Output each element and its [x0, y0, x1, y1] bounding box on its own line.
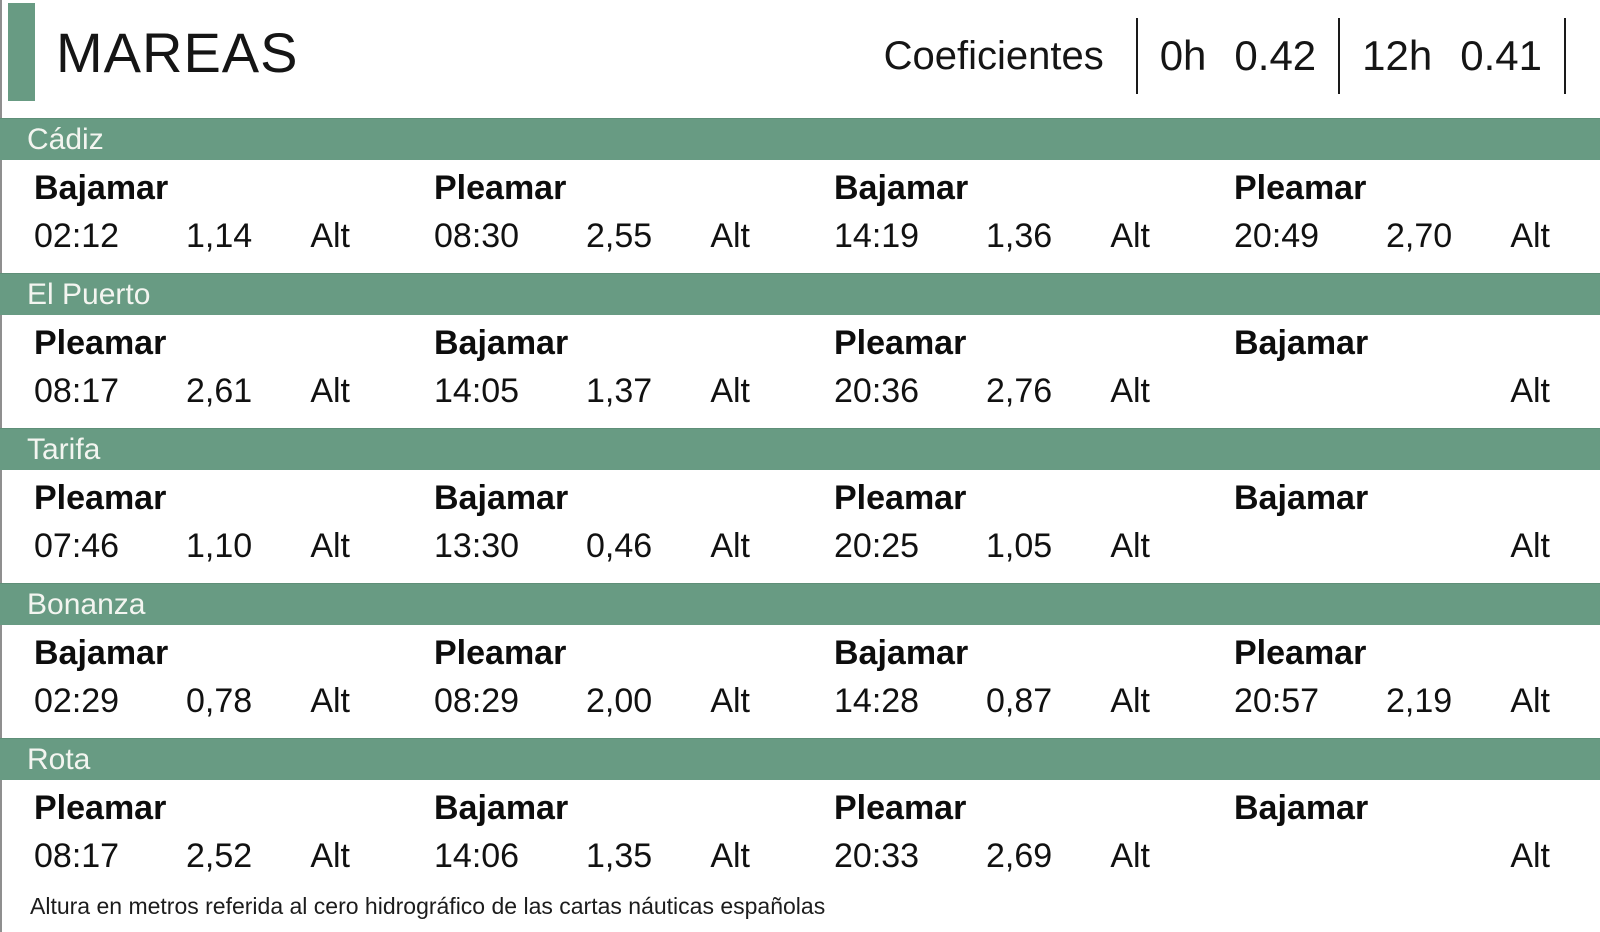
location-section-tarifa	[0, 428, 1600, 577]
tide-type-label: Bajamar	[434, 324, 569, 362]
tide-height: 1,10	[186, 526, 253, 565]
alt-label: Alt	[310, 681, 350, 720]
tide-row	[0, 160, 1600, 267]
tide-time: 07:46	[34, 526, 120, 565]
tide-values	[1234, 836, 1550, 877]
tide-height: 2,19	[1386, 681, 1453, 720]
tide-row	[0, 315, 1600, 422]
tide-height: 1,37	[586, 371, 653, 410]
tide-values	[434, 836, 750, 877]
tide-time: 13:30	[434, 526, 520, 565]
tide-height: 1,35	[586, 836, 653, 875]
coefficients-label: Coeficientes	[883, 33, 1104, 78]
coefficients-panel	[884, 0, 1600, 112]
location-header	[0, 428, 1600, 470]
header	[0, 0, 1600, 112]
tide-values	[434, 681, 750, 722]
tide-type-label: Pleamar	[434, 634, 567, 672]
tide-cell	[1200, 780, 1600, 887]
location-name: Rota	[27, 742, 91, 776]
tide-type-label: Bajamar	[434, 789, 569, 827]
tide-cell	[400, 160, 800, 267]
tide-values	[834, 836, 1150, 877]
tide-cell	[800, 780, 1200, 887]
tide-cell	[400, 780, 800, 887]
tide-height: 1,05	[986, 526, 1053, 565]
tide-height: 1,36	[986, 216, 1053, 255]
tide-values	[1234, 681, 1550, 722]
footnote: Altura en metros referida al cero hidrográfico de las cartas náuticas españolas	[30, 893, 826, 919]
tide-time: 20:33	[834, 836, 920, 875]
tide-time: 14:28	[834, 681, 920, 720]
tide-values	[34, 371, 350, 412]
alt-label: Alt	[710, 526, 750, 565]
tide-values	[434, 371, 750, 412]
tide-row	[0, 470, 1600, 577]
tide-cell	[800, 315, 1200, 422]
coefficient-hour: 0h	[1159, 32, 1207, 79]
tide-cell	[800, 470, 1200, 577]
location-header	[0, 583, 1600, 625]
tide-cell	[400, 470, 800, 577]
tide-values	[34, 681, 350, 722]
alt-label: Alt	[1510, 681, 1550, 720]
coefficient-value: 0.41	[1460, 32, 1542, 79]
tide-values	[1234, 526, 1550, 567]
tide-values	[34, 526, 350, 567]
tide-cell	[0, 625, 400, 732]
tide-time: 08:29	[434, 681, 520, 720]
alt-label: Alt	[1510, 836, 1550, 875]
tide-time: 08:17	[34, 836, 120, 875]
tide-time: 20:49	[1234, 216, 1320, 255]
tide-cell	[800, 625, 1200, 732]
alt-label: Alt	[710, 681, 750, 720]
tide-values	[34, 836, 350, 877]
tide-time: 14:19	[834, 216, 920, 255]
alt-label: Alt	[710, 371, 750, 410]
divider-line	[1564, 18, 1566, 94]
tide-type-label: Bajamar	[1234, 324, 1369, 362]
tide-time: 08:17	[34, 371, 120, 410]
alt-label: Alt	[1110, 526, 1150, 565]
tide-values	[1234, 371, 1550, 412]
alt-label: Alt	[1110, 371, 1150, 410]
tide-time: 20:36	[834, 371, 920, 410]
alt-label: Alt	[1110, 216, 1150, 255]
alt-label: Alt	[310, 371, 350, 410]
tide-type-label: Pleamar	[834, 479, 967, 517]
coefficient-12h	[1340, 32, 1564, 80]
tide-cell	[1200, 625, 1600, 732]
tide-time: 14:06	[434, 836, 520, 875]
tide-height: 2,70	[1386, 216, 1453, 255]
tide-type-label: Pleamar	[1234, 634, 1367, 672]
tide-cell	[400, 315, 800, 422]
tide-height: 0,87	[986, 681, 1053, 720]
location-header	[0, 118, 1600, 160]
tide-type-label: Bajamar	[834, 634, 969, 672]
tide-height: 1,14	[186, 216, 253, 255]
alt-label: Alt	[310, 216, 350, 255]
location-header	[0, 273, 1600, 315]
accent-block	[8, 3, 35, 101]
tide-values	[834, 681, 1150, 722]
alt-label: Alt	[1110, 681, 1150, 720]
location-section-bonanza	[0, 583, 1600, 732]
tide-height: 2,52	[186, 836, 253, 875]
tide-cell	[1200, 315, 1600, 422]
tide-cell	[1200, 160, 1600, 267]
tide-type-label: Pleamar	[34, 479, 167, 517]
tide-values	[834, 526, 1150, 567]
tide-type-label: Bajamar	[34, 634, 169, 672]
location-section-rota	[0, 738, 1600, 887]
tide-row	[0, 780, 1600, 887]
tide-type-label: Pleamar	[834, 324, 967, 362]
location-name: El Puerto	[27, 277, 151, 311]
tide-cell	[400, 625, 800, 732]
tide-cell	[0, 780, 400, 887]
alt-label: Alt	[1510, 526, 1550, 565]
tide-type-label: Pleamar	[834, 789, 967, 827]
tide-height: 0,78	[186, 681, 253, 720]
alt-label: Alt	[710, 836, 750, 875]
tide-values	[34, 216, 350, 257]
tide-row	[0, 625, 1600, 732]
tide-height: 2,69	[986, 836, 1053, 875]
tide-height: 2,76	[986, 371, 1053, 410]
tide-type-label: Bajamar	[34, 169, 169, 207]
tide-time: 20:25	[834, 526, 920, 565]
alt-label: Alt	[310, 526, 350, 565]
location-section-cadiz	[0, 118, 1600, 267]
location-name: Cádiz	[27, 122, 104, 156]
tide-time: 08:30	[434, 216, 520, 255]
alt-label: Alt	[1110, 836, 1150, 875]
tide-time: 20:57	[1234, 681, 1320, 720]
location-section-el-puerto	[0, 273, 1600, 422]
alt-label: Alt	[1510, 216, 1550, 255]
tide-cell	[0, 470, 400, 577]
tide-values	[434, 526, 750, 567]
tide-type-label: Pleamar	[34, 324, 167, 362]
tide-type-label: Pleamar	[1234, 169, 1367, 207]
tide-time: 14:05	[434, 371, 520, 410]
alt-label: Alt	[310, 836, 350, 875]
coefficient-0h	[1138, 32, 1338, 80]
tide-time: 02:12	[34, 216, 120, 255]
location-name: Tarifa	[27, 432, 101, 466]
tide-values	[834, 371, 1150, 412]
tide-type-label: Bajamar	[834, 169, 969, 207]
tide-type-label: Pleamar	[34, 789, 167, 827]
tide-type-label: Bajamar	[1234, 479, 1369, 517]
location-header	[0, 738, 1600, 780]
tide-values	[834, 216, 1150, 257]
alt-label: Alt	[710, 216, 750, 255]
tide-values	[434, 216, 750, 257]
page-title: MAREAS	[56, 21, 299, 84]
tide-height: 0,46	[586, 526, 653, 565]
tide-values	[1234, 216, 1550, 257]
tide-height: 2,55	[586, 216, 653, 255]
coefficient-value: 0.42	[1234, 32, 1317, 79]
location-name: Bonanza	[27, 587, 146, 621]
tide-cell	[800, 160, 1200, 267]
coefficient-hour: 12h	[1362, 32, 1433, 79]
tide-type-label: Bajamar	[1234, 789, 1369, 827]
tide-cell	[1200, 470, 1600, 577]
alt-label: Alt	[1510, 371, 1550, 410]
tide-type-label: Bajamar	[434, 479, 569, 517]
tide-height: 2,00	[586, 681, 653, 720]
tide-cell	[0, 315, 400, 422]
tide-type-label: Pleamar	[434, 169, 567, 207]
tide-time: 02:29	[34, 681, 120, 720]
tide-height: 2,61	[186, 371, 253, 410]
tide-cell	[0, 160, 400, 267]
